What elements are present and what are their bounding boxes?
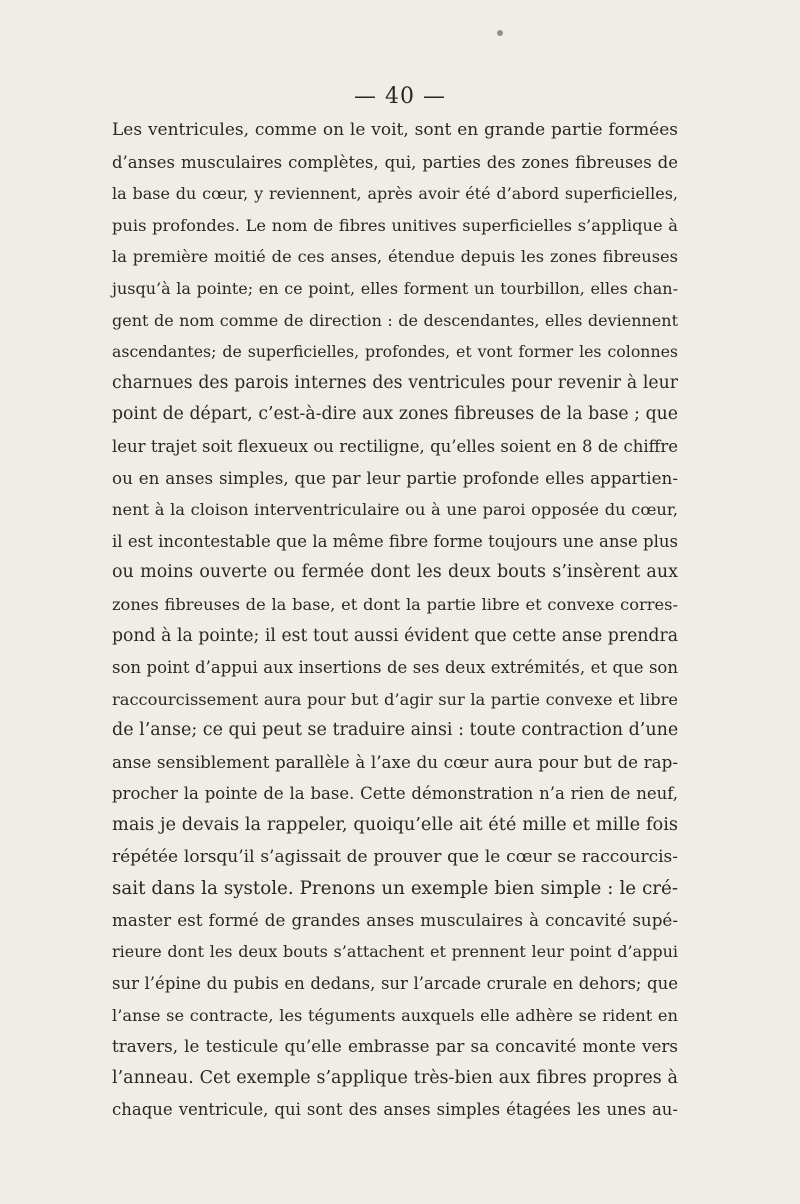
text-line: charnues des parois internes des ventricules pour revenir à leur	[112, 372, 678, 393]
text-line: master est formé de grandes anses musculaires à concavité supé-	[112, 909, 678, 930]
text-line: jusqu’à la pointe; en ce point, elles forment un tourbillon, elles chan-	[112, 278, 678, 298]
text-line: l’anneau. Cet exemple s’applique très-bien aux fibres propres à	[112, 1067, 678, 1088]
text-line: d’anses musculaires complètes, qui, parties des zones fibreuses de	[112, 152, 678, 172]
text-line: sur l’épine du pubis en dedans, sur l’arcade crurale en dehors; que	[112, 974, 678, 994]
text-line: Les ventricules, comme on le voit, sont en grande partie formées	[112, 120, 678, 140]
text-line: la base du cœur, y reviennent, après avoir été d’abord superficielles,	[112, 184, 678, 204]
text-line: de l’anse; ce qui peut se traduire ainsi : toute contraction d’une	[112, 720, 679, 741]
text-line: sait dans la systole. Prenons un exemple bien simple : le cré-	[112, 878, 678, 900]
text-line: point de départ, c’est-à-dire aux zones fibreuses de la base ; que	[112, 404, 678, 425]
text-line: ascendantes; de superficielles, profondes, et vont former les colonnes	[112, 342, 678, 362]
text-line: leur trajet soit flexueux ou rectiligne, qu’elles soient en 8 de chiffre	[112, 436, 678, 456]
text-line: répétée lorsqu’il s’agissait de prouver que le cœur se raccourcis-	[112, 846, 678, 867]
ink-spot	[497, 30, 503, 36]
text-line: pond à la pointe; il est tout aussi évident que cette anse prendra	[112, 625, 678, 646]
text-line: puis profondes. Le nom de fibres unitives superficielles s’applique à	[112, 215, 678, 235]
text-line: chaque ventricule, qui sont des anses simples étagées les unes au-	[112, 1100, 678, 1120]
text-line: procher la pointe de la base. Cette démonstration n’a rien de neuf,	[112, 784, 678, 804]
text-line: anse sensiblement parallèle à l’axe du cœur aura pour but de rap-	[112, 751, 678, 772]
text-line: l’anse se contracte, les téguments auxquels elle adhère se rident en	[112, 1005, 678, 1025]
text-line: mais je devais la rappeler, quoiqu’elle ait été mille et mille fois	[112, 815, 678, 836]
text-line: la première moitié de ces anses, étendue depuis les zones fibreuses	[112, 247, 678, 267]
text-line: son point d’appui aux insertions de ses deux extrémités, et que son	[112, 658, 678, 678]
text-line: raccourcissement aura pour but d’agir sur la partie convexe et libre	[112, 689, 678, 709]
text-line: rieure dont les deux bouts s’attachent et prennent leur point d’appui	[112, 942, 678, 962]
text-line: nent à la cloison interventriculaire ou à une paroi opposée du cœur,	[112, 500, 678, 520]
text-line: ou en anses simples, que par leur partie profonde elles appartien-	[112, 467, 678, 488]
text-line: travers, le testicule qu’elle embrasse par sa concavité monte vers	[112, 1036, 678, 1057]
text-line: il est incontestable que la même fibre forme toujours une anse plus	[112, 531, 678, 551]
text-line: zones fibreuses de la base, et dont la partie libre et convexe corres-	[112, 594, 678, 614]
text-line: ou moins ouverte ou fermée dont les deux bouts s’insèrent aux	[112, 562, 678, 583]
page-number: — 40 —	[354, 84, 446, 109]
text-line: gent de nom comme de direction : de descendantes, elles deviennent	[112, 310, 678, 330]
body-text	[112, 115, 678, 1126]
